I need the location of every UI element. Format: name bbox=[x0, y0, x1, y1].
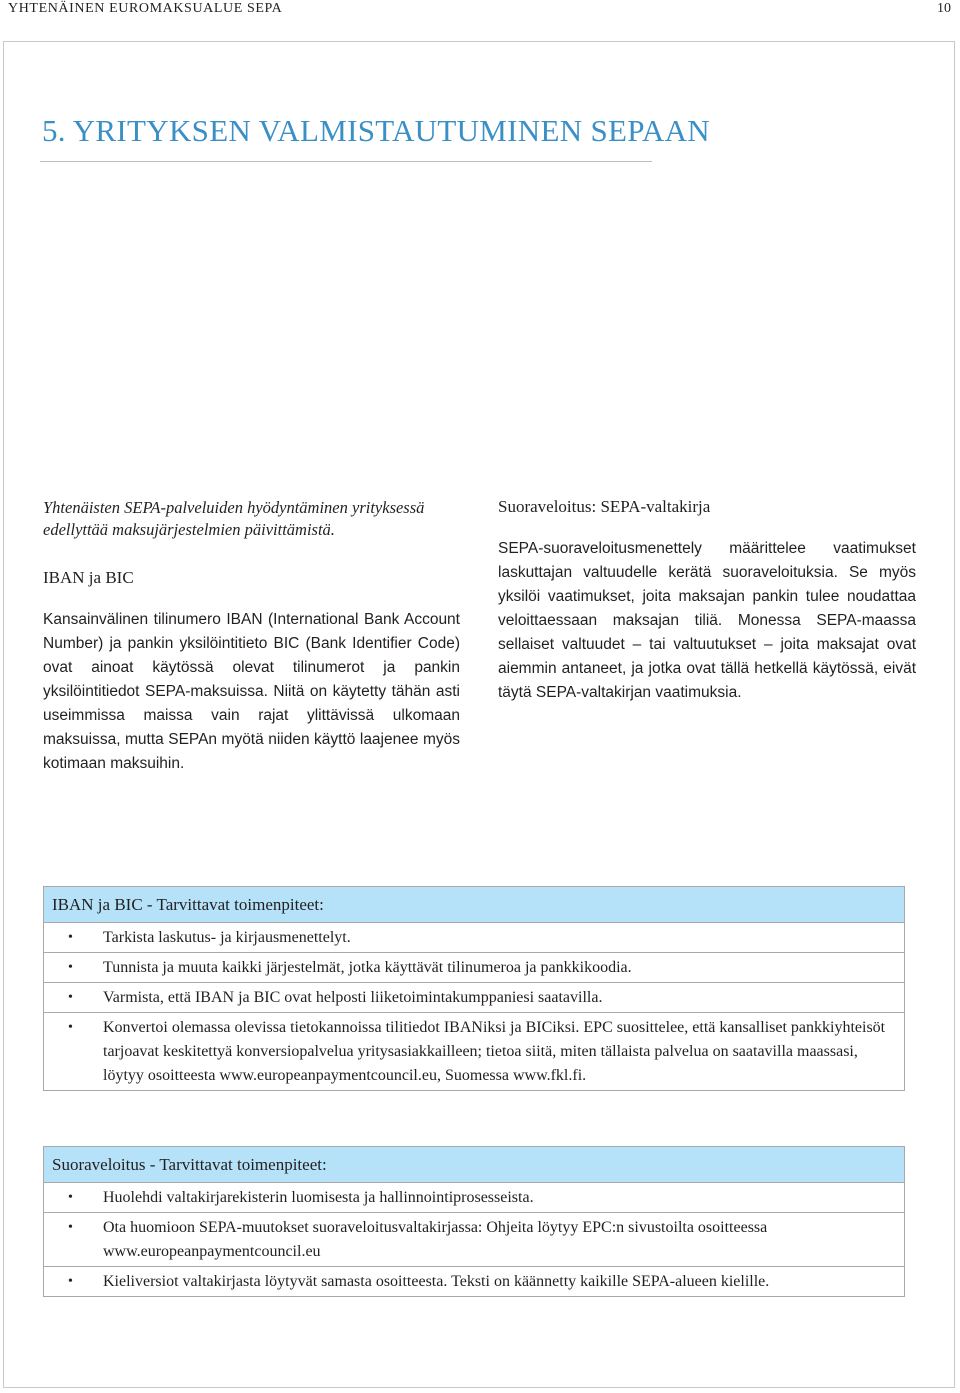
list-item bbox=[44, 982, 904, 1012]
list-item bbox=[44, 1183, 904, 1212]
list-item-text: Tunnista ja muuta kaikki järjestelmät, jotka käyttävät tilinumeroa ja pankkikoodia. bbox=[103, 959, 632, 976]
list-item bbox=[44, 1012, 904, 1090]
bullet-icon: • bbox=[68, 1020, 73, 1035]
iban-bic-heading: IBAN ja BIC bbox=[43, 568, 134, 587]
list-item-text: Konvertoi olemassa olevissa tietokannoissa tilitiedot IBANiksi ja BICiksi. EPC suosittelee, että kansalliset pankkiyhteisöt tarjoavat keskitettyä konversiopalvelua yritysasiakkailleen; tietoa siitä, miten tällaista palvelua on saatavilla maassasi, löytyy osoitteesta www.europeanpaymentcouncil.eu, Suomessa www.fkl.fi. bbox=[103, 1019, 886, 1084]
iban-bic-actions-list bbox=[44, 923, 904, 1090]
list-item bbox=[44, 1266, 904, 1296]
iban-bic-actions-box bbox=[43, 886, 905, 1091]
bullet-icon: • bbox=[68, 990, 73, 1005]
bullet-icon: • bbox=[68, 1274, 73, 1289]
direct-debit-actions-box bbox=[43, 1146, 905, 1297]
bullet-icon: • bbox=[68, 1190, 73, 1205]
running-header-title: YHTENÄINEN EUROMAKSUALUE SEPA bbox=[8, 1, 283, 16]
direct-debit-paragraph: SEPA-suoraveloitusmenettely määrittelee vaatimukset laskuttajan valtuudelle kerätä suoraveloituksia. Se myös yksilöi vaatimukset, joita maksajan pankin tulee noudattaa veloittaessaan maksajan tiliä. Monessa SEPA-maassa sellaiset valtuudet – tai valtuutukset – joita maksajat ovat aiemmin antaneet, ja jotka ovat tällä hetkellä käytössä, eivät täytä SEPA-valtakirjan vaatimuksia. bbox=[498, 540, 916, 701]
list-item bbox=[44, 952, 904, 982]
list-item-text: Ota huomioon SEPA-muutokset suoraveloitusvaltakirjassa: Ohjeita löytyy EPC:n sivustoilta osoitteessa www.europeanpaymentcouncil.eu bbox=[103, 1219, 768, 1260]
list-item-text: Varmista, että IBAN ja BIC ovat helposti liiketoimintakumppaniesi saatavilla. bbox=[103, 989, 603, 1006]
list-item-text: Huolehdi valtakirjarekisterin luomisesta ja hallinnointiprosesseista. bbox=[103, 1189, 534, 1206]
page-number: 10 bbox=[937, 1, 951, 16]
direct-debit-heading: Suoraveloitus: SEPA-valtakirja bbox=[498, 497, 711, 516]
list-item bbox=[44, 923, 904, 952]
list-item bbox=[44, 1212, 904, 1266]
left-column bbox=[43, 497, 460, 776]
direct-debit-actions-list bbox=[44, 1183, 904, 1296]
list-item-text: Tarkista laskutus- ja kirjausmenettelyt. bbox=[103, 929, 351, 946]
running-header bbox=[0, 0, 960, 22]
intro-paragraph: Yhtenäisten SEPA-palveluiden hyödyntäminen yrityksessä edellyttää maksujärjestelmien päivittämistä. bbox=[43, 498, 425, 539]
iban-bic-paragraph: Kansainvälinen tilinumero IBAN (International Bank Account Number) ja pankin yksilöintitieto BIC (Bank Identifier Code) ovat ainoat käytössä olevat tilinumerot ja pankin yksilöintitiedot SEPA-maksuissa. Niitä on käytetty tähän asti useimmissa maissa vain rajat ylittävissä ulkomaan maksuissa, mutta SEPAn myötä niiden käyttö laajenee myös kotimaan maksuihin. bbox=[43, 611, 460, 772]
chapter-title: 5. YRITYKSEN VALMISTAUTUMINEN SEPAAN bbox=[42, 113, 710, 148]
list-item-text: Kieliversiot valtakirjasta löytyvät samasta osoitteesta. Teksti on käännetty kaikille SEPA-alueen kielille. bbox=[103, 1273, 770, 1290]
iban-bic-actions-title: IBAN ja BIC - Tarvittavat toimenpiteet: bbox=[44, 887, 904, 923]
bullet-icon: • bbox=[68, 930, 73, 945]
bullet-icon: • bbox=[68, 960, 73, 975]
bullet-icon: • bbox=[68, 1220, 73, 1235]
chapter-title-rule bbox=[40, 161, 652, 162]
direct-debit-actions-title: Suoraveloitus - Tarvittavat toimenpiteet: bbox=[44, 1147, 904, 1183]
right-column bbox=[498, 497, 916, 705]
